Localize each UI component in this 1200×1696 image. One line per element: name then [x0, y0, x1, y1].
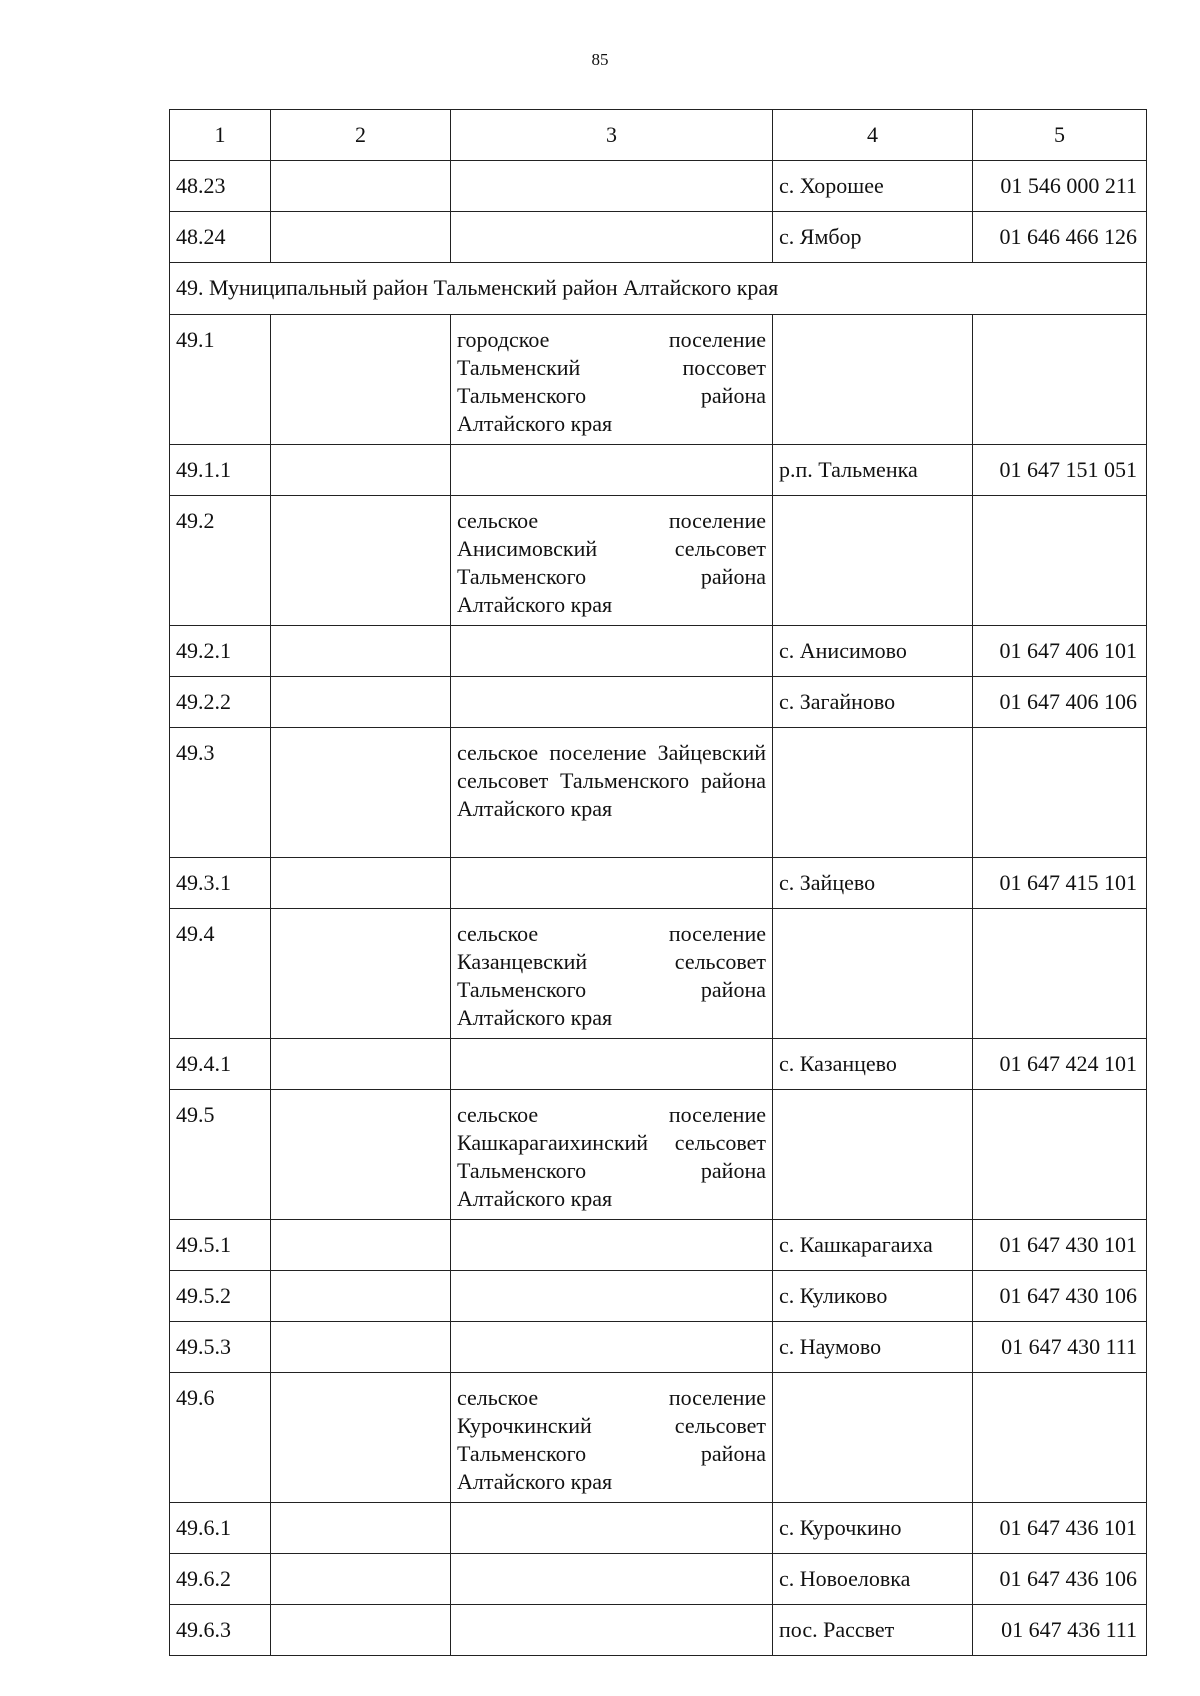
municipality-name-cell: сельское поселение Курочкинский сельсовет Тальменского района Алтайского края: [451, 1373, 773, 1503]
oktmo-code-cell: 01 647 436 111: [973, 1605, 1147, 1656]
column-2-cell: [271, 1039, 451, 1090]
row-number-cell: 49.5.2: [170, 1271, 271, 1322]
column-2-cell: [271, 1554, 451, 1605]
oktmo-code-cell: [973, 1373, 1147, 1503]
oktmo-code-cell: [973, 1090, 1147, 1220]
settlement-name-cell: с. Ямбор: [773, 212, 973, 263]
table-header-row: [170, 110, 1147, 161]
municipality-name-cell: сельское поселение Анисимовский сельсовет Тальменского района Алтайского края: [451, 496, 773, 626]
settlement-row: [170, 1271, 1147, 1322]
settlement-name-cell: с. Загайново: [773, 677, 973, 728]
settlement-name-cell: с. Зайцево: [773, 858, 973, 909]
section-title: 49. Муниципальный район Тальменский район Алтайского края: [170, 263, 1147, 315]
column-2-cell: [271, 445, 451, 496]
settlement-row: [170, 626, 1147, 677]
settlement-name-cell: р.п. Тальменка: [773, 445, 973, 496]
settlement-name-cell: [773, 496, 973, 626]
municipality-row: [170, 496, 1147, 626]
municipality-row: [170, 728, 1147, 858]
oktmo-code-cell: 01 647 151 051: [973, 445, 1147, 496]
section-row: [170, 263, 1147, 315]
settlement-name-cell: [773, 1090, 973, 1220]
row-number-cell: 49.4.1: [170, 1039, 271, 1090]
municipality-row: [170, 909, 1147, 1039]
settlement-row: [170, 1605, 1147, 1656]
municipality-row: [170, 315, 1147, 445]
oktmo-code-cell: 01 647 430 101: [973, 1220, 1147, 1271]
column-2-cell: [271, 315, 451, 445]
settlement-row: [170, 1554, 1147, 1605]
settlement-name-cell: [773, 728, 973, 858]
oktmo-code-cell: 01 647 406 101: [973, 626, 1147, 677]
settlement-name-cell: [773, 909, 973, 1039]
row-number-cell: 49.2: [170, 496, 271, 626]
table-body: [170, 110, 1147, 1656]
oktmo-code-cell: 01 647 406 106: [973, 677, 1147, 728]
settlement-name-cell: с. Хорошее: [773, 161, 973, 212]
column-2-cell: [271, 212, 451, 263]
settlement-name-cell: с. Курочкино: [773, 1503, 973, 1554]
settlement-name-cell: [773, 315, 973, 445]
municipality-name-cell: [451, 445, 773, 496]
settlement-row: [170, 445, 1147, 496]
oktmo-code-cell: 01 646 466 126: [973, 212, 1147, 263]
municipality-name-cell: сельское поселение Зайцевский сельсовет Тальменского района Алтайского края: [451, 728, 773, 858]
municipality-name-cell: [451, 1322, 773, 1373]
settlement-row: [170, 1039, 1147, 1090]
row-number-cell: 48.24: [170, 212, 271, 263]
row-number-cell: 48.23: [170, 161, 271, 212]
municipality-row: [170, 1090, 1147, 1220]
row-number-cell: 49.5.3: [170, 1322, 271, 1373]
row-number-cell: 49.5: [170, 1090, 271, 1220]
municipality-name-cell: [451, 212, 773, 263]
column-2-cell: [271, 858, 451, 909]
municipality-name-cell: [451, 677, 773, 728]
column-2-cell: [271, 1090, 451, 1220]
header-cell-1: 1: [170, 110, 271, 161]
municipality-name-cell: сельское поселение Кашкарагаихинский сельсовет Тальменского района Алтайского края: [451, 1090, 773, 1220]
settlement-name-cell: [773, 1373, 973, 1503]
settlement-name-cell: с. Казанцево: [773, 1039, 973, 1090]
municipality-name-cell: [451, 626, 773, 677]
row-number-cell: 49.3.1: [170, 858, 271, 909]
row-number-cell: 49.2.2: [170, 677, 271, 728]
row-number-cell: 49.3: [170, 728, 271, 858]
municipality-name-cell: [451, 161, 773, 212]
oktmo-code-cell: [973, 315, 1147, 445]
row-number-cell: 49.2.1: [170, 626, 271, 677]
municipality-name-cell: [451, 1503, 773, 1554]
settlement-row: [170, 1220, 1147, 1271]
header-cell-4: 4: [773, 110, 973, 161]
header-cell-3: 3: [451, 110, 773, 161]
settlement-name-cell: с. Анисимово: [773, 626, 973, 677]
municipality-name-cell: [451, 1605, 773, 1656]
oktmo-code-cell: [973, 496, 1147, 626]
municipality-name-cell: [451, 1039, 773, 1090]
column-2-cell: [271, 1271, 451, 1322]
settlement-row: [170, 212, 1147, 263]
column-2-cell: [271, 1220, 451, 1271]
oktmo-code-cell: 01 647 436 106: [973, 1554, 1147, 1605]
column-2-cell: [271, 1503, 451, 1554]
row-number-cell: 49.1: [170, 315, 271, 445]
oktmo-code-cell: 01 647 430 106: [973, 1271, 1147, 1322]
row-number-cell: 49.6.1: [170, 1503, 271, 1554]
page-number: 85: [591, 50, 609, 69]
row-number-cell: 49.5.1: [170, 1220, 271, 1271]
row-number-cell: 49.1.1: [170, 445, 271, 496]
settlement-name-cell: с. Кашкарагаиха: [773, 1220, 973, 1271]
header-cell-2: 2: [271, 110, 451, 161]
settlement-name-cell: с. Наумово: [773, 1322, 973, 1373]
municipality-name-cell: [451, 1271, 773, 1322]
oktmo-code-cell: 01 647 436 101: [973, 1503, 1147, 1554]
settlement-row: [170, 677, 1147, 728]
oktmo-code-cell: 01 647 415 101: [973, 858, 1147, 909]
column-2-cell: [271, 1373, 451, 1503]
oktmo-code-cell: [973, 728, 1147, 858]
oktmo-code-cell: 01 546 000 211: [973, 161, 1147, 212]
row-number-cell: 49.6: [170, 1373, 271, 1503]
column-2-cell: [271, 728, 451, 858]
municipality-name-cell: [451, 858, 773, 909]
oktmo-code-cell: 01 647 424 101: [973, 1039, 1147, 1090]
column-2-cell: [271, 1322, 451, 1373]
settlement-row: [170, 161, 1147, 212]
column-2-cell: [271, 496, 451, 626]
row-number-cell: 49.6.3: [170, 1605, 271, 1656]
settlement-name-cell: пос. Рассвет: [773, 1605, 973, 1656]
column-2-cell: [271, 626, 451, 677]
municipality-name-cell: [451, 1220, 773, 1271]
column-2-cell: [271, 161, 451, 212]
row-number-cell: 49.6.2: [170, 1554, 271, 1605]
column-2-cell: [271, 909, 451, 1039]
header-cell-5: 5: [973, 110, 1147, 161]
settlement-name-cell: с. Новоеловка: [773, 1554, 973, 1605]
row-number-cell: 49.4: [170, 909, 271, 1039]
column-2-cell: [271, 677, 451, 728]
municipality-name-cell: [451, 1554, 773, 1605]
column-2-cell: [271, 1605, 451, 1656]
oktmo-code-cell: [973, 909, 1147, 1039]
municipality-name-cell: городское поселение Тальменский поссовет Тальменского района Алтайского края: [451, 315, 773, 445]
settlement-row: [170, 1322, 1147, 1373]
settlement-row: [170, 858, 1147, 909]
settlements-table: [169, 109, 1147, 1656]
municipality-name-cell: сельское поселение Казанцевский сельсовет Тальменского района Алтайского края: [451, 909, 773, 1039]
settlement-row: [170, 1503, 1147, 1554]
oktmo-code-cell: 01 647 430 111: [973, 1322, 1147, 1373]
settlement-name-cell: с. Куликово: [773, 1271, 973, 1322]
municipality-row: [170, 1373, 1147, 1503]
